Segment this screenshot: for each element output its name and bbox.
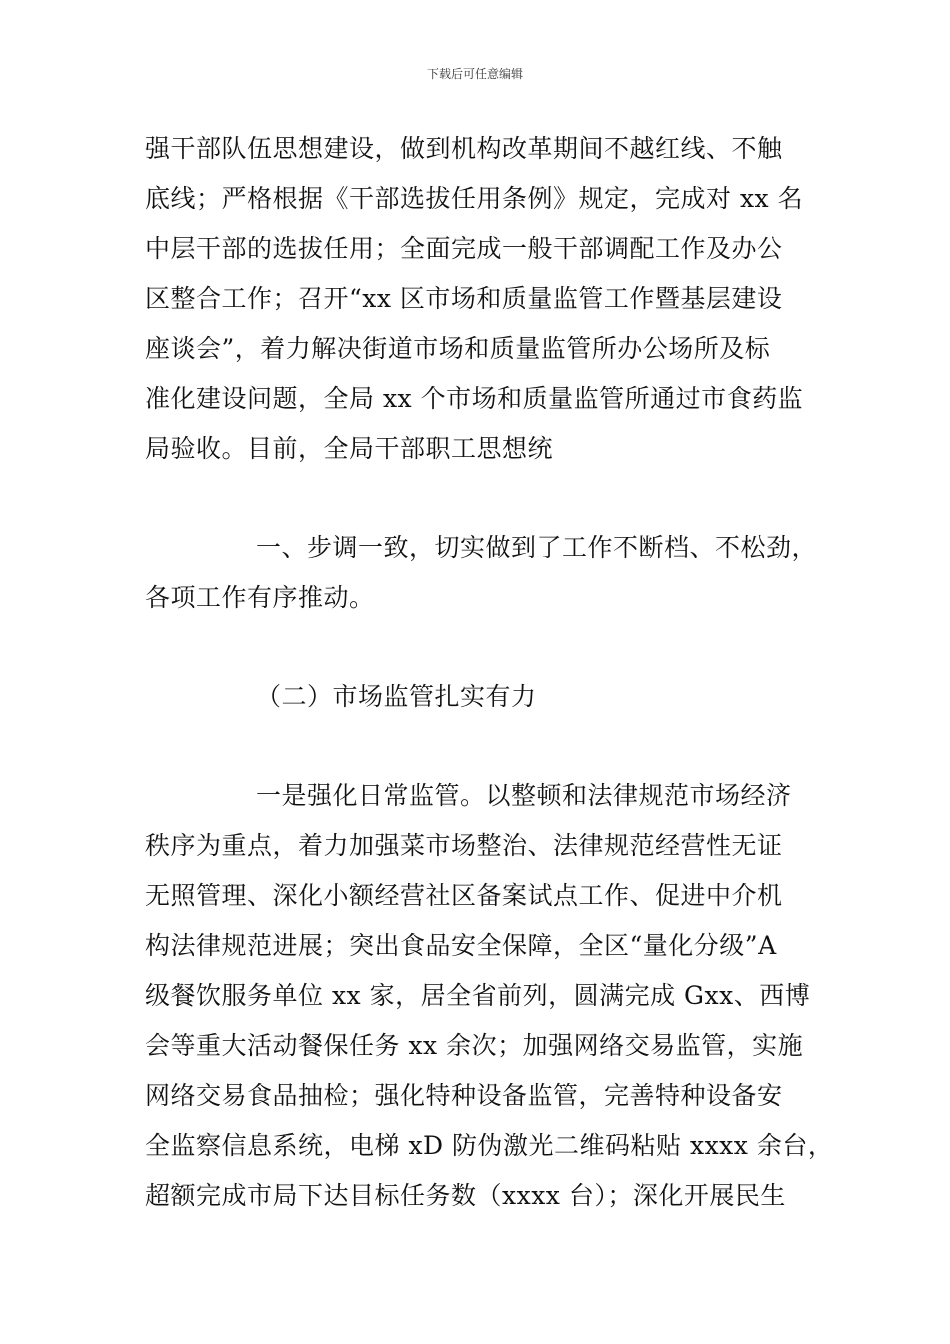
document-body [145,124,834,1221]
section-heading-market-supervision [145,672,810,722]
text-line: 秩序为重点，着力加强菜市场整治、法律规范经营性无证 [145,831,783,860]
text-line: 一是强化日常监管。以整顿和法律规范市场经济 [256,781,792,810]
paragraph-section-one [145,523,818,623]
page-header: 下载后可任意编辑 [426,67,523,81]
text-line: 底线；严格根据《干部选拔任用条例》规定，完成对 xx 名 [145,184,804,213]
text-line: 中层干部的选拔任用；全面完成一般干部调配工作及办公 [145,234,783,263]
paragraph-cadre-building [145,124,810,474]
paragraph-spacer [145,623,810,672]
text-line: 会等重大活动餐保任务 xx 余次；加强网络交易监管，实施 [145,1031,804,1060]
text-line: 全监察信息系统，电梯 xD 防伪激光二维码粘贴 xxxx 余台， [145,1131,834,1160]
text-line: 构法律规范进展；突出食品安全保障，全区“量化分级”A [145,931,777,960]
text-line: 网络交易食品抽检；强化特种设备监管，完善特种设备安 [145,1081,783,1110]
text-line: 超额完成市局下达目标任务数（xxxx 台）；深化开展民生 [145,1181,786,1210]
text-line: 准化建设问题，全局 xx 个市场和质量监管所通过市食药监 [145,384,804,413]
text-line: 强干部队伍思想建设，做到机构改革期间不越红线、不触 [145,134,783,163]
text-line: 级餐饮服务单位 xx 家，居全省前列，圆满完成 Gxx、西博 [145,981,811,1010]
text-line: 各项工作有序推动。 [145,583,375,612]
text-line: 局验收。目前，全局干部职工思想统 [145,434,554,463]
text-line: 区整合工作；召开“xx 区市场和质量监管工作暨基层建设 [145,284,783,313]
text-line: 无照管理、深化小额经营社区备案试点工作、促进中介机 [145,881,783,910]
paragraph-daily-supervision [145,771,834,1221]
section-heading: （二）市场监管扎实有力 [256,682,537,711]
text-line: 一、步调一致，切实做到了工作不断档、不松劲， [256,533,818,562]
paragraph-spacer [145,474,810,523]
text-line: 座谈会”，着力解决街道市场和质量监管所办公场所及标 [145,334,771,363]
paragraph-spacer [145,722,810,771]
